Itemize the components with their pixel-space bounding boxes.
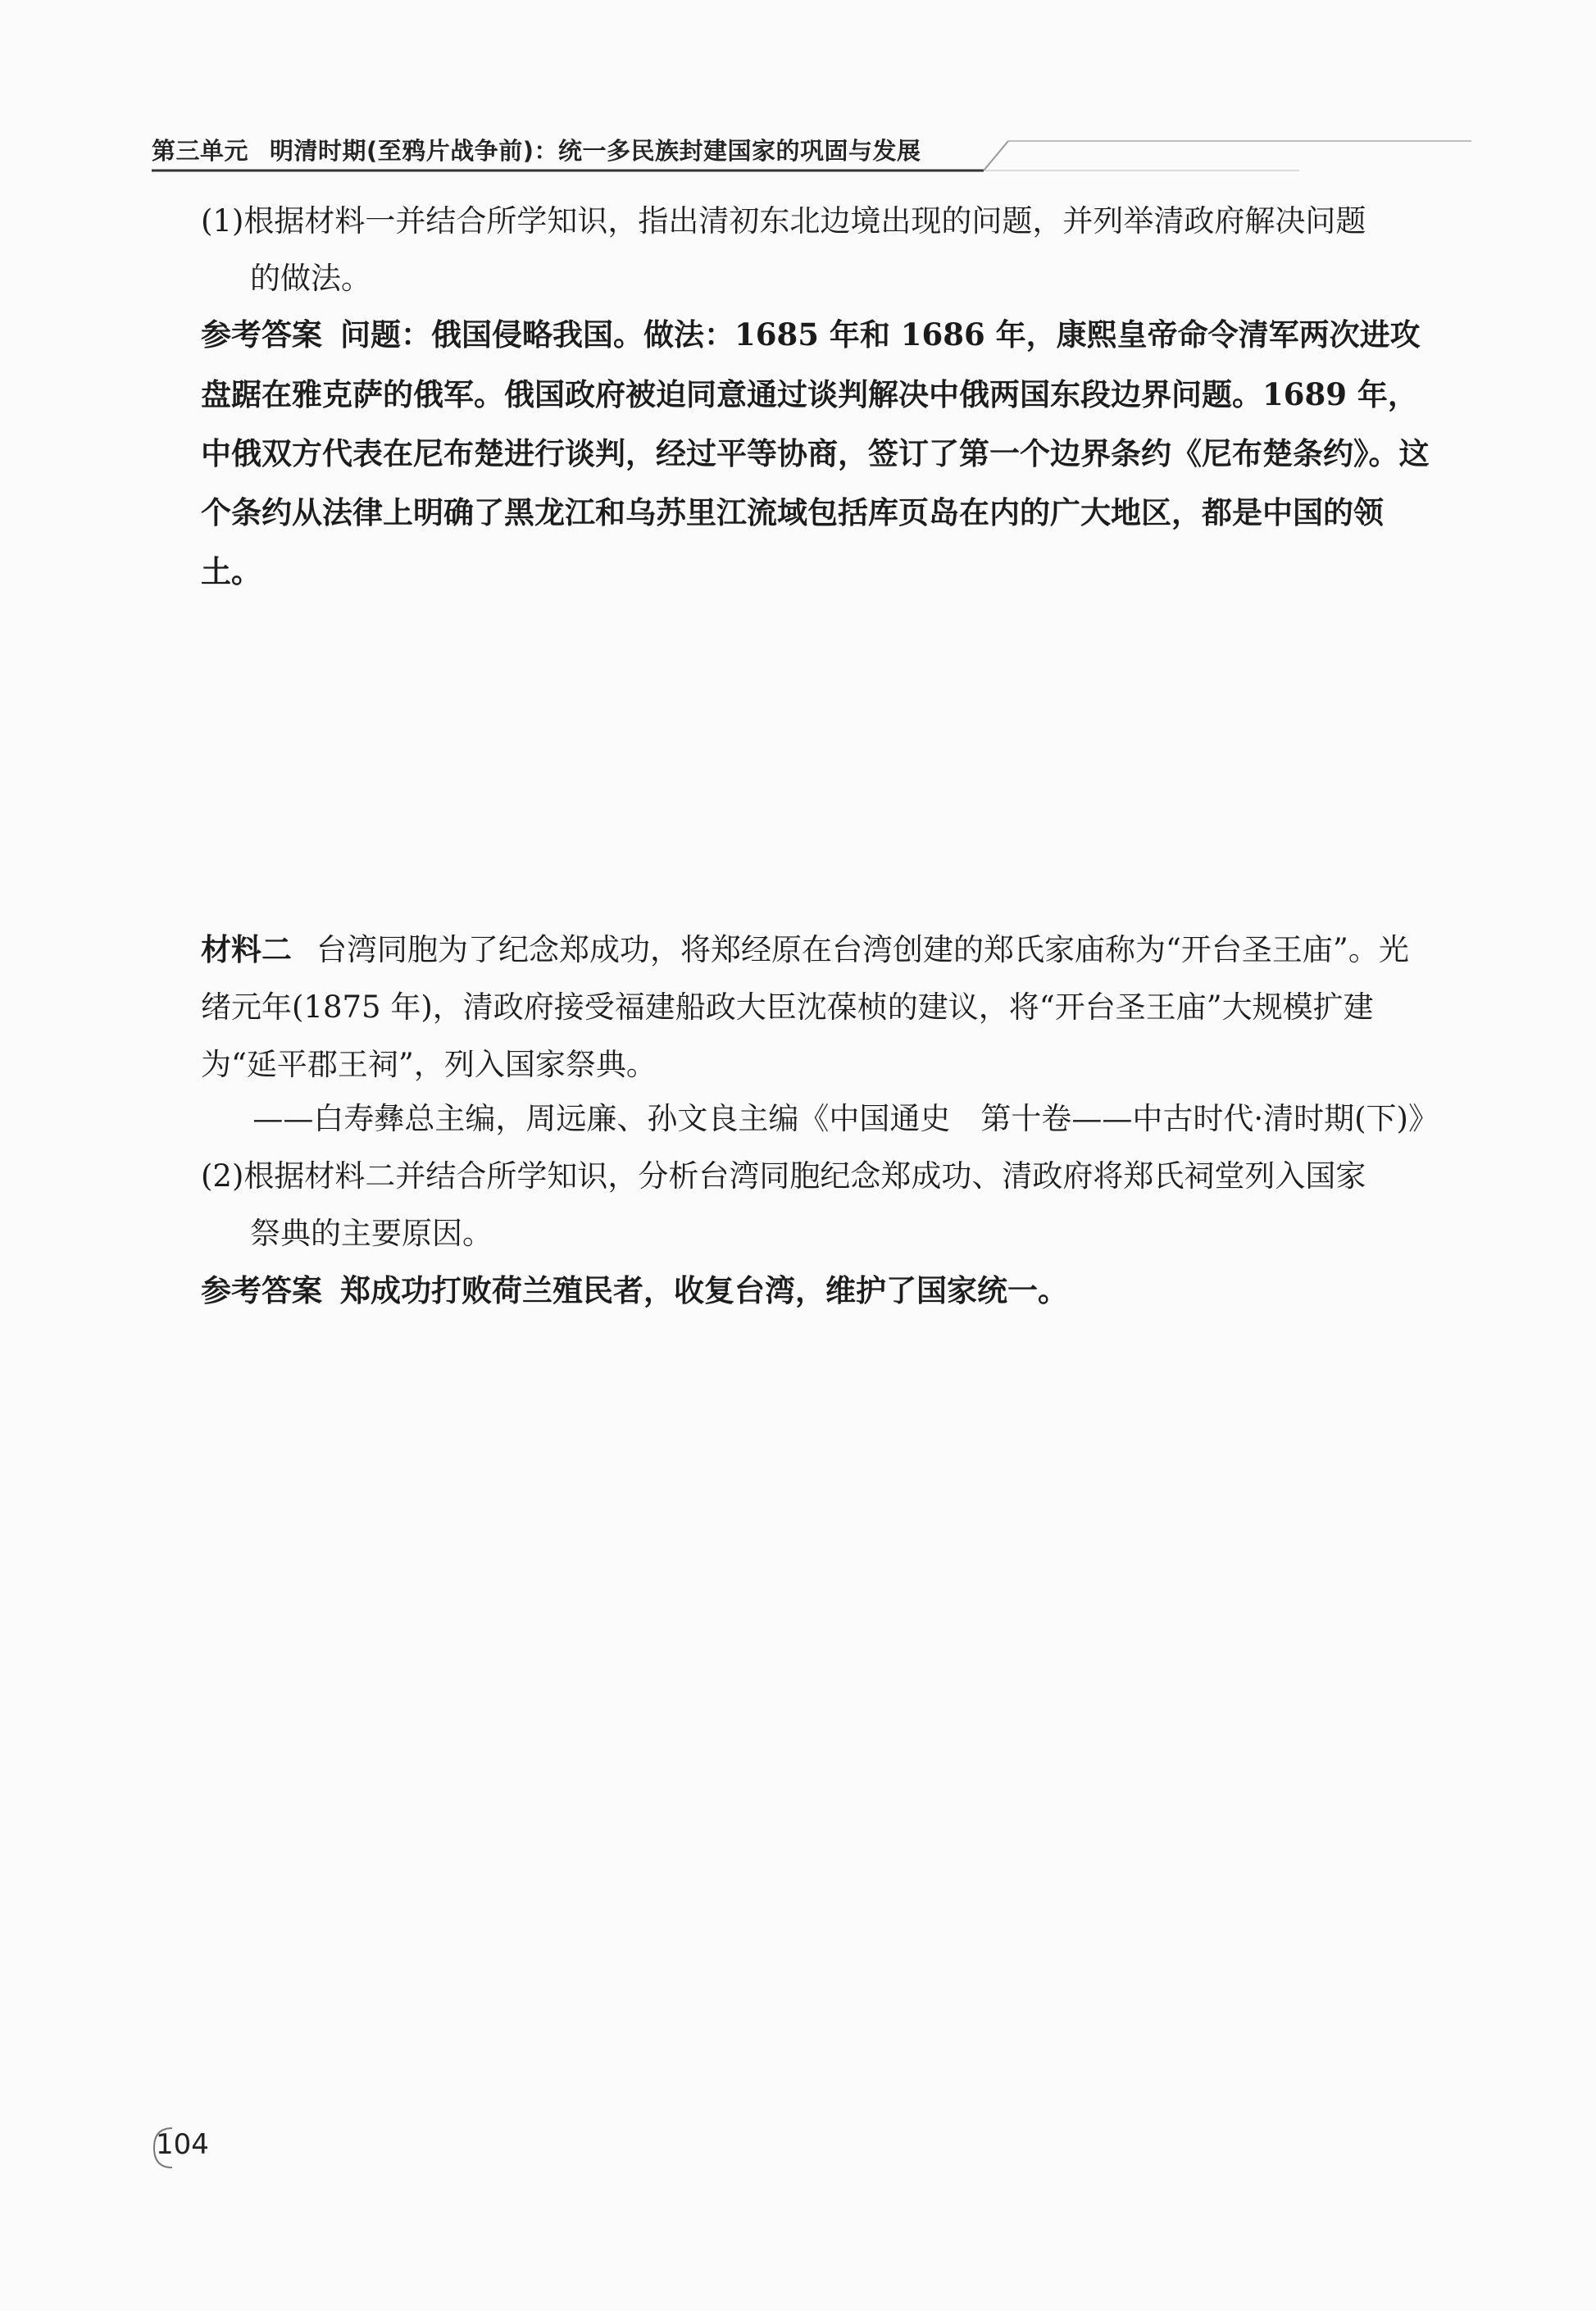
header-unit: 第三单元 — [152, 137, 249, 165]
question-2 — [201, 1148, 1439, 1262]
material-2-label: 材料二 — [201, 932, 292, 967]
header-rule — [152, 131, 1480, 180]
answer-2-label: 参考答案 — [201, 1273, 322, 1308]
material-2-source: ——白寿彝总主编，周远廉、孙文良主编《中国通史 第十卷——中古时代·清时期(下)》 — [252, 1101, 1439, 1136]
question-1 — [201, 193, 1439, 307]
header-title: 明清时期(至鸦片战争前)：统一多民族封建国家的巩固与发展 — [270, 137, 921, 165]
answer-1-label: 参考答案 — [201, 317, 322, 353]
question-1-line2: 的做法。 — [250, 261, 371, 296]
answer-1 — [201, 305, 1439, 601]
running-header — [152, 131, 1480, 180]
answer-2 — [201, 1261, 1439, 1321]
question-1-line1: (1)根据材料一并结合所学知识，指出清初东北边境出现的问题，并列举清政府解决问题 — [201, 203, 1366, 239]
material-2-text: 台湾同胞为了纪念郑成功，将郑经原在台湾创建的郑氏家庙称为“开台圣王庙”。光绪元年(1875 年)，清政府接受福建船政大臣沈葆桢的建议，将“开台圣王庙”大规模扩建为“延平郡王祠”，列入国家祭典。 — [201, 932, 1409, 1082]
question-2-line1: (2)根据材料二并结合所学知识，分析台湾同胞纪念郑成功、清政府将郑氏祠堂列入国家 — [201, 1158, 1366, 1194]
answer-1-text: 问题：俄国侵略我国。做法：1685 年和 1686 年，康熙皇帝命令清军两次进攻盘踞在雅克萨的俄军。俄国政府被迫同意通过谈判解决中俄两国东段边界问题。1689 年，中俄双方代表在尼布楚进行谈判，经过平等协商，签订了第一个边界条约《尼布楚条约》。这个条约从法律上明确了黑龙江和乌苏里江流域包括库页岛在内的广大地区，都是中国的领土。 — [201, 316, 1430, 589]
answer-2-text: 郑成功打败荷兰殖民者，收复台湾，维护了国家统一。 — [340, 1272, 1068, 1308]
page-number: 104 — [156, 2128, 209, 2161]
question-2-line2: 祭典的主要原因。 — [250, 1216, 493, 1251]
material-2 — [201, 921, 1439, 1094]
